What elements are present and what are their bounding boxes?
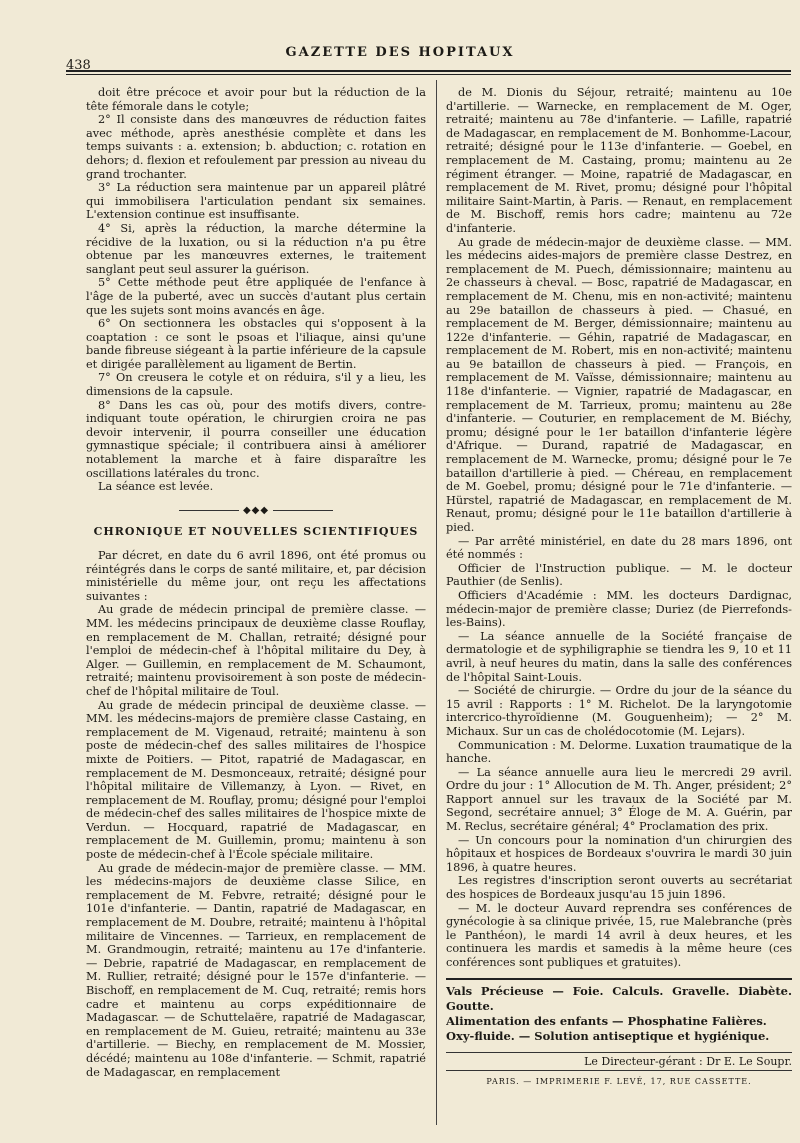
paragraph: Officiers d'Académie : MM. les docteurs Dardignac, médecin-major de première classe; Duriez (de Pierrefonds-les-Bains).	[446, 588, 792, 630]
ad-line: Alimentation des enfants — Phosphatine Falières.	[446, 1013, 767, 1028]
paragraph: 8° Dans les cas où, pour des motifs divers, contre-indiquant toute opération, le chirurgien croira ne pas devoir intervenir, il pourra conseiller une éducation gymnastique spéciale; il contribuera ainsi à améliorer notablement la marche et à faire disparaître les oscillations latérales du tronc.	[86, 398, 426, 480]
ad-line: Vals Précieuse — Foie. Calculs. Gravelle. Diabète. Goutte.	[446, 983, 792, 1013]
section-ornament: ◆◆◆	[86, 504, 426, 518]
paragraph: de M. Dionis du Séjour, retraité; maintenu au 10e d'artillerie. — Warnecke, en remplacement de M. Oger, retraité; maintenu au 78e d'infanterie. — Lafille, rapatrié de Madagascar, en remplacement de M. Bonhomme-Lacour, retraité; désigné pour le 113e d'infanterie. — Goebel, en remplacement de M. Castaing, promu; maintenu au 2e régiment étranger. — Moine, rapatrié de Madagascar, en remplacement de M. Rivet, promu; désigné pour l'hôpital militaire Saint-Martin, à Paris. — Renaut, en remplacement de M. Bischoff, remis hors cadre; maintenu au 72e d'infanterie.	[446, 86, 792, 235]
paragraph: Au grade de médecin-major de deuxième classe. — MM. les médecins aides-majors de première classe Destrez, en remplacement de M. Puech, démissionnaire; maintenu au 2e chasseurs à cheval. — Bosc, rapatrié de Madagascar, en remplacement de M. Chenu, mis en non-activité; maintenu au 29e bataillon de chasseurs à pied. — Chasué, en remplacement de M. Berger, démissionnaire; maintenu au 122e d'infanterie. — Géhin, rapatrié de Madagascar, en remplacement de M. Robert, mis en non-activité; maintenu au 9e bataillon de chasseurs à pied. — François, en remplacement de M. Vaïsse, démissionnaire; maintenu au 118e d'infanterie. — Vignier, rapatrié de Madagascar, en remplacement de M. Tarrieux, promu; maintenu au 28e d'infanterie. — Couturier, en remplacement de M. Biéchy, promu; désigné pour le 1er bataillon d'infanterie légère d'Afrique. — Durand, rapatrié de Madagascar, en remplacement de M. Warnecke, promu; désigné pour le 7e bataillon d'artillerie à pied. — Chéreau, en remplacement de M. Goebel, promu; désigné pour le 71e d'infanterie. — Hürstel, rapatrié de Madagascar, en remplacement de M. Renaut, promu; désigné pour le 11e bataillon d'artillerie à pied.	[446, 235, 792, 534]
paragraph: — Un concours pour la nomination d'un chirurgien des hôpitaux et hospices de Bordeaux s'ouvrira le mardi 30 juin 1896, à quatre heures.	[446, 833, 792, 874]
ad-line: Oxy-fluide. — Solution antiseptique et hygiénique.	[446, 1028, 770, 1043]
chronique-paragraph: Par décret, en date du 6 avril 1896, ont été promus ou réintégrés dans le corps de santé militaire, et, par décision ministérielle du même jour, ont reçu les affectations suivantes :	[86, 549, 426, 603]
paragraph: 4° Si, après la réduction, la marche détermine la récidive de la luxation, ou si la réduction n'a pu être obtenue par les manœuvres externes, le traitement sanglant peut seul assurer la guérison.	[86, 221, 426, 276]
header-rule-thin	[66, 74, 791, 75]
paragraph: 5° Cette méthode peut être appliquée de l'enfance à l'âge de la puberté, avec un succès d'autant plus certain que les sujets sont moins avancés en âge.	[86, 276, 426, 317]
paragraph: Communication : M. Delorme. Luxation traumatique de la hanche.	[446, 738, 792, 766]
chronique-paragraph: Au grade de médecin principal de première classe. — MM. les médecins principaux de deuxième classe Rouflay, en remplacement de M. Challan, retraité; désigné pour l'emploi de médecin-chef à l'hôpital militaire du Dey, à Alger. — Guillemin, en remplacement de M. Schaumont, retraité; maintenu provisoirement à son poste de médecin-chef de l'hôpital militaire de Toul.	[86, 603, 426, 698]
chronique-paragraphs	[86, 549, 426, 1079]
running-title: GAZETTE DES HOPITAUX	[285, 45, 515, 60]
paragraph: Les registres d'inscription seront ouverts au secrétariat des hospices de Bordeaux jusqu'au 15 juin 1896.	[446, 874, 792, 902]
right-column	[446, 86, 792, 1131]
printer-line: PARIS. — IMPRIMERIE F. LEVÉ, 17, RUE CASSETTE.	[486, 1077, 752, 1087]
paragraph: doit être précoce et avoir pour but la réduction de la tête fémorale dans le cotyle;	[86, 86, 426, 113]
header-rule	[66, 70, 791, 72]
left-column	[86, 86, 426, 1131]
chronique-paragraph: Au grade de médecin-major de première classe. — MM. les médecins-majors de deuxième classe Silice, en remplacement de M. Febvre, retraité; désigné pour le 101e d'infanterie. — Dantin, rapatrié de Madagascar, en remplacement de M. Doubre, retraité; maintenu à l'hôpital militaire de Vincennes. — Tarrieux, en remplacement de M. Grandmougin, retraité; maintenu au 17e d'infanterie. — Debrie, rapatrié de Madagascar, en remplacement de M. Rullier, retraité; désigné pour le 157e d'infanterie. — Bischoff, en remplacement de M. Cuq, retraité; remis hors cadre et maintenu au corps expéditionnaire de Madagascar. — de Schuttelaëre, rapatrié de Madagascar, en remplacement de M. Guieu, retraité; maintenu au 33e d'artillerie. — Biechy, en remplacement de M. Mossier, décédé; maintenu au 108e d'infanterie. — Schmit, rapatrié de Madagascar, en remplacement	[86, 861, 426, 1079]
left-paragraphs	[86, 86, 426, 494]
paragraph: — M. le docteur Auvard reprendra ses conférences de gynécologie à sa clinique privée, 15, rue Malebranche (près le Panthéon), le mardi 14 avril à deux heures, et les continuera les mardis et samedis à la même heure (ces conférences sont publiques et gratuites).	[446, 901, 792, 969]
paragraph: La séance est levée.	[98, 480, 214, 494]
paragraph: — Société de chirurgie. — Ordre du jour de la séance du 15 avril : Rapports : 1° M. Richelot. De la laryngotomie intercrico-thyroïdienne (M. Gouguenheim); — 2° M. Michaux. Sur un cas de cholédocotomie (M. Lejars).	[446, 684, 792, 738]
paragraph: — La séance annuelle de la Société française de dermatologie et de syphiligraphie se tiendra les 9, 10 et 11 avril, à neuf heures du matin, dans la salle des conférences de l'hôpital Saint-Louis.	[446, 629, 792, 684]
paragraph: 7° On creusera le cotyle et on réduira, s'il y a lieu, les dimensions de la capsule.	[86, 371, 426, 399]
paragraph: — Par arrêté ministériel, en date du 28 mars 1896, ont été nommés :	[446, 534, 792, 562]
paragraph: 6° On sectionnera les obstacles qui s'opposent à la coaptation : ce sont le psoas et l'iliaque, ainsi qu'une bande fibreuse siégeant à la partie inférieure de la capsule et dirigée parallèlement au ligament de Bertin.	[86, 317, 426, 371]
paragraph: — La séance annuelle aura lieu le mercredi 29 avril. Ordre du jour : 1° Allocution de M. Th. Anger, président; 2° Rapport annuel sur les travaux de la Société par M. Segond, secrétaire annuel; 3° Éloge de M. A. Guérin, par M. Reclus, secrétaire général; 4° Proclamation des prix.	[446, 765, 792, 834]
paragraph: 2° Il consiste dans des manœuvres de réduction faites avec méthode, après anesthésie complète et dans les temps suivants : a. extension; b. abduction; c. rotation en dehors; d. flexion et refoulement par pression au niveau du grand trochanter.	[86, 113, 426, 181]
advertisements	[446, 978, 792, 1044]
chronique-paragraph: Au grade de médecin principal de deuxième classe. — MM. les médecins-majors de première classe Castaing, en remplacement de M. Vigenaud, retraité; maintenu à son poste de médecin-chef des salles militaires de l'hospice mixte de Poitiers. — Pitot, rapatrié de Madagascar, en remplacement de M. Desmonceaux, retraité; désigné pour l'hôpital militaire de Villemanzy, à Lyon. — Rivet, en remplacement de M. Rouflay, promu; désigné pour l'emploi de médecin-chef des salles militaires de l'hospice mixte de Verdun. — Hocquard, rapatrié de Madagascar, en remplacement de M. Guillemin, promu; maintenu à son poste de médecin-chef à l'École spéciale militaire.	[86, 698, 426, 862]
column-divider	[436, 80, 437, 1125]
right-paragraphs	[446, 86, 792, 970]
paragraph: 3° La réduction sera maintenue par un appareil plâtré qui immobilisera l'articulation pendant six semaines. L'extension continue est insuffisante.	[86, 181, 426, 222]
page-number: 438	[66, 58, 91, 73]
paragraph: Officier de l'Instruction publique. — M. le docteur Pauthier (de Senlis).	[446, 561, 792, 589]
section-title: CHRONIQUE ET NOUVELLES SCIENTIFIQUES	[93, 525, 419, 539]
directeur-gerant: Le Directeur-gérant : Dr E. Le Soupr.	[446, 1052, 792, 1072]
